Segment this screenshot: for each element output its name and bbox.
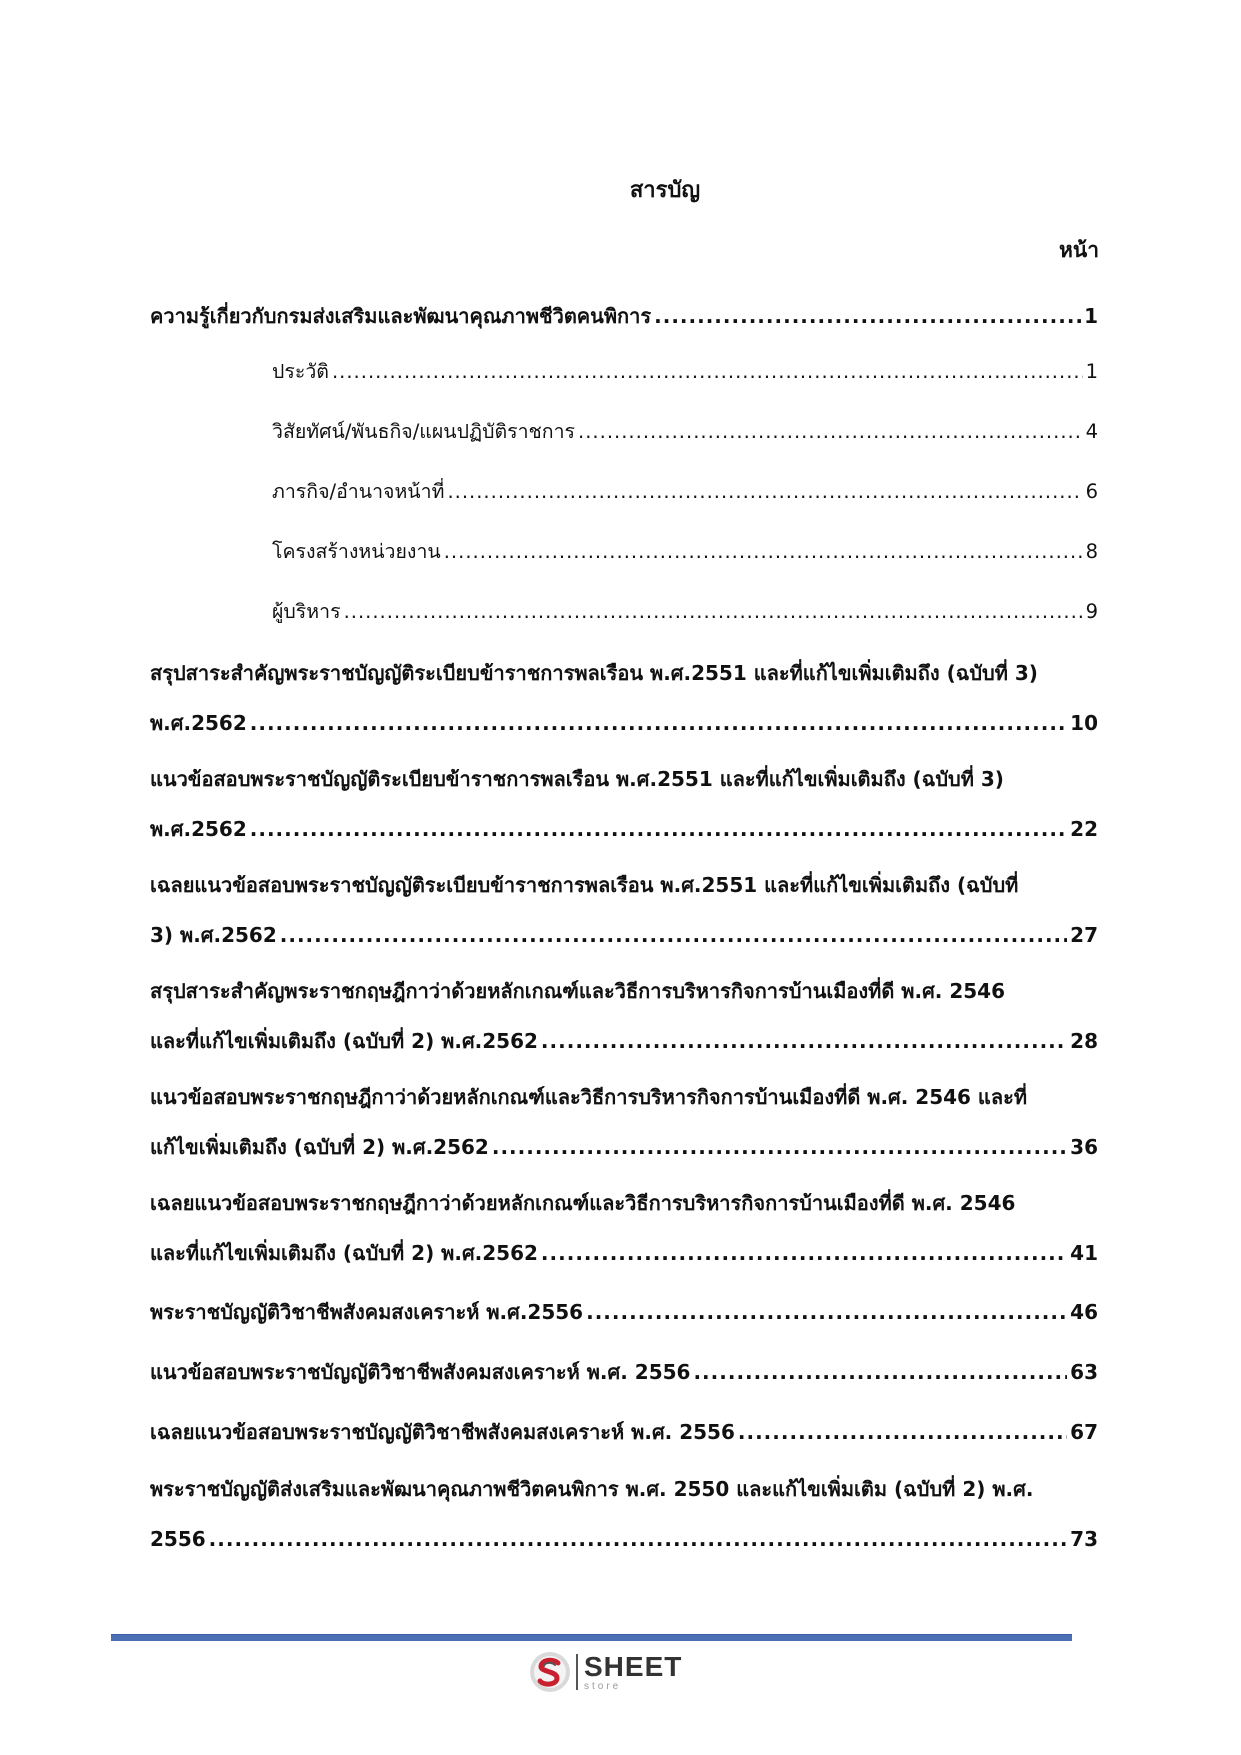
toc-page-number: 73 <box>1070 1527 1098 1551</box>
toc-entry-title-line1: สรุปสาระสำคัญพระราชกฤษฎีกาว่าด้วยหลักเกณฑ์และวิธีการบริหารกิจการบ้านเมืองที่ดี พ.ศ. 2546 <box>150 979 1005 1003</box>
table-of-contents <box>150 290 1098 1564</box>
toc-entry[interactable] <box>150 1464 1098 1564</box>
toc-page-number: 4 <box>1085 420 1098 443</box>
toc-entry[interactable] <box>150 1072 1098 1172</box>
dot-leader <box>541 1016 1067 1066</box>
page-column-header: หน้า <box>1059 238 1099 262</box>
toc-entry[interactable] <box>150 1346 1098 1398</box>
toc-entry-title-line1: สรุปสาระสำคัญพระราชบัญญัติระเบียบข้าราชการพลเรือน พ.ศ.2551 และที่แก้ไขเพิ่มเติมถึง (ฉบับที่ 3) <box>150 661 1038 685</box>
dot-leader <box>541 1228 1067 1278</box>
toc-subentry[interactable] <box>150 462 1098 522</box>
toc-entry[interactable] <box>150 966 1098 1066</box>
toc-entry-title: และที่แก้ไขเพิ่มเติมถึง (ฉบับที่ 2) พ.ศ.2562 <box>150 1241 538 1265</box>
toc-entry-title: พระราชบัญญัติวิชาชีพสังคมสงเคราะห์ พ.ศ.2556 <box>150 1300 584 1324</box>
page-title: สารบัญ <box>629 178 701 203</box>
toc-entry[interactable] <box>150 648 1098 748</box>
toc-page-number: 67 <box>1070 1420 1098 1444</box>
toc-page-number: 28 <box>1070 1029 1098 1053</box>
dot-leader <box>738 1406 1067 1458</box>
dot-leader <box>280 910 1067 960</box>
toc-entry[interactable] <box>150 860 1098 960</box>
toc-entry-title-line1: แนวข้อสอบพระราชกฤษฎีกาว่าด้วยหลักเกณฑ์และวิธีการบริหารกิจการบ้านเมืองที่ดี พ.ศ. 2546 และที่ <box>150 1085 1028 1109</box>
dot-leader <box>444 522 1083 582</box>
dot-leader <box>578 402 1083 462</box>
toc-page-number: 8 <box>1085 540 1098 563</box>
toc-entry-title: ความรู้เกี่ยวกับกรมส่งเสริมและพัฒนาคุณภาพชีวิตคนพิการ <box>150 304 652 328</box>
toc-entry-title: วิสัยทัศน์/พันธกิจ/แผนปฏิบัติราชการ <box>272 420 576 443</box>
toc-subentry[interactable] <box>150 522 1098 582</box>
toc-page-number: 41 <box>1070 1241 1098 1265</box>
toc-entry-title: และที่แก้ไขเพิ่มเติมถึง (ฉบับที่ 2) พ.ศ.2562 <box>150 1029 538 1053</box>
sheet-store-s-logo-icon <box>528 1650 572 1694</box>
toc-page-number: 27 <box>1070 923 1098 947</box>
logo-subtext: store <box>584 1680 622 1692</box>
toc-page-number: 1 <box>1085 360 1098 383</box>
toc-entry-title: ผู้บริหาร <box>272 600 341 623</box>
toc-entry-title-line1: พระราชบัญญัติส่งเสริมและพัฒนาคุณภาพชีวิตคนพิการ พ.ศ. 2550 และแก้ไขเพิ่มเติม (ฉบับที่ 2) พ.ศ. <box>150 1477 1034 1501</box>
dot-leader <box>693 1346 1067 1398</box>
dot-leader <box>344 582 1083 642</box>
toc-entry-title-line1: เฉลยแนวข้อสอบพระราชบัญญัติระเบียบข้าราชการพลเรือน พ.ศ.2551 และที่แก้ไขเพิ่มเติมถึง (ฉบับที่ <box>150 873 1019 897</box>
toc-entry-title: 2556 <box>150 1527 206 1551</box>
toc-entry-title: 3) พ.ศ.2562 <box>150 923 277 947</box>
toc-entry[interactable] <box>150 1286 1098 1338</box>
toc-entry-title: ประวัติ <box>272 360 329 383</box>
toc-page-number: 9 <box>1085 600 1098 623</box>
toc-entry[interactable] <box>150 290 1098 342</box>
logo-wordmark: SHEET <box>584 1650 683 1682</box>
toc-entry-title: พ.ศ.2562 <box>150 817 247 841</box>
toc-entry[interactable] <box>150 1406 1098 1458</box>
toc-entry-title: โครงสร้างหน่วยงาน <box>272 540 441 563</box>
dot-leader <box>447 462 1082 522</box>
toc-page-number: 1 <box>1084 304 1098 328</box>
dot-leader <box>250 804 1067 854</box>
toc-entry-title: พ.ศ.2562 <box>150 711 247 735</box>
footer-divider <box>111 1634 1072 1641</box>
dot-leader <box>250 698 1067 748</box>
toc-subentry[interactable] <box>150 402 1098 462</box>
toc-entry-title: แก้ไขเพิ่มเติมถึง (ฉบับที่ 2) พ.ศ.2562 <box>150 1135 489 1159</box>
toc-entry-title: ภารกิจ/อำนาจหน้าที่ <box>272 480 445 503</box>
toc-subentry[interactable] <box>150 582 1098 642</box>
dot-leader <box>654 290 1081 342</box>
toc-page-number: 36 <box>1070 1135 1098 1159</box>
toc-entry[interactable] <box>150 754 1098 854</box>
toc-entry-title: เฉลยแนวข้อสอบพระราชบัญญัติวิชาชีพสังคมสงเคราะห์ พ.ศ. 2556 <box>150 1420 735 1444</box>
dot-leader <box>492 1122 1067 1172</box>
toc-entry[interactable] <box>150 1178 1098 1278</box>
toc-page-number: 22 <box>1070 817 1098 841</box>
toc-page-number: 10 <box>1070 711 1098 735</box>
toc-page-number: 46 <box>1070 1300 1098 1324</box>
toc-entry-title: แนวข้อสอบพระราชบัญญัติวิชาชีพสังคมสงเคราะห์ พ.ศ. 2556 <box>150 1360 691 1384</box>
toc-page-number: 63 <box>1070 1360 1098 1384</box>
toc-subentry[interactable] <box>150 342 1098 402</box>
sheet-store-logo <box>528 1650 682 1694</box>
toc-entry-title-line1: เฉลยแนวข้อสอบพระราชกฤษฎีกาว่าด้วยหลักเกณฑ์และวิธีการบริหารกิจการบ้านเมืองที่ดี พ.ศ. 2546 <box>150 1191 1016 1215</box>
toc-page-number: 6 <box>1085 480 1098 503</box>
dot-leader <box>209 1514 1067 1564</box>
logo-divider <box>576 1654 578 1690</box>
toc-entry-title-line1: แนวข้อสอบพระราชบัญญัติระเบียบข้าราชการพลเรือน พ.ศ.2551 และที่แก้ไขเพิ่มเติมถึง (ฉบับที่ 3) <box>150 767 1004 791</box>
dot-leader <box>586 1286 1067 1338</box>
dot-leader <box>332 342 1083 402</box>
